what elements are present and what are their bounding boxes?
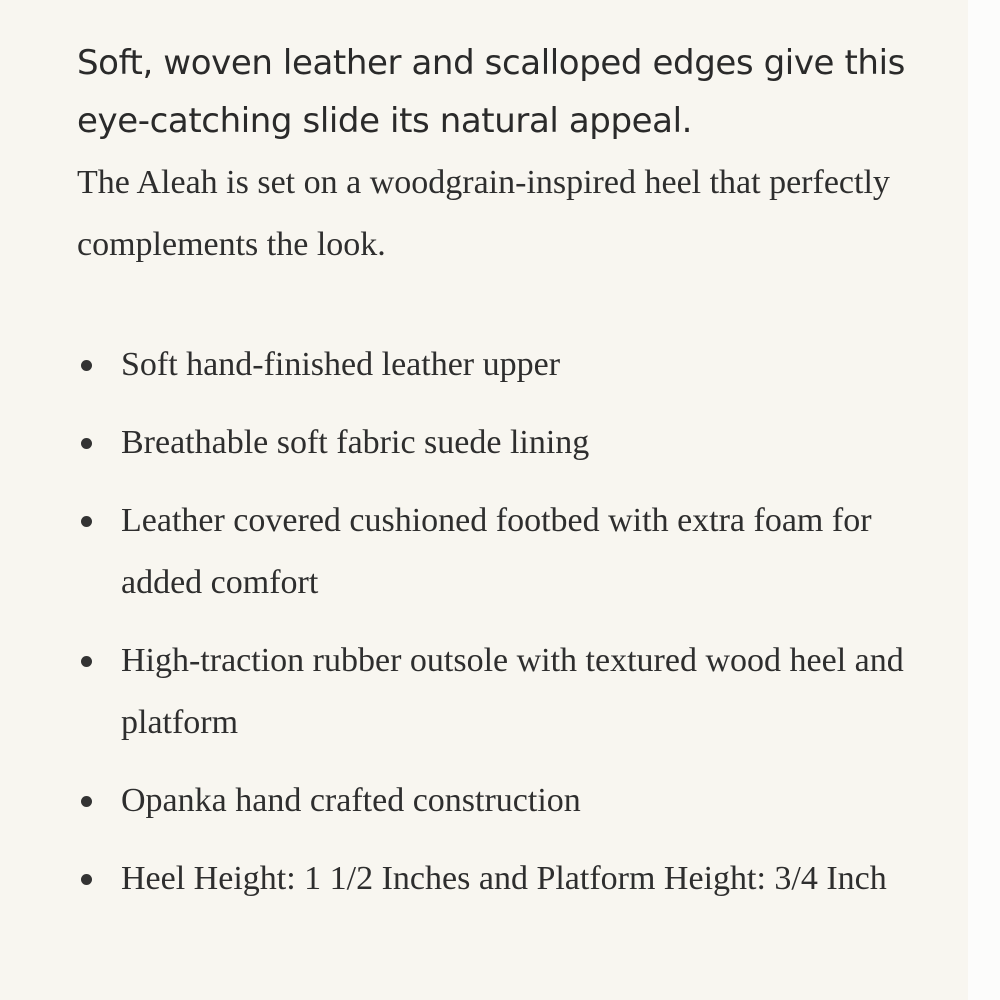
bullet-icon [81, 516, 92, 527]
product-description [77, 34, 957, 926]
feature-item [77, 334, 957, 396]
feature-item [77, 630, 957, 754]
page-edge [968, 0, 1000, 1000]
bullet-icon [81, 438, 92, 449]
feature-text: Soft hand-finished leather upper [121, 346, 561, 383]
feature-item [77, 490, 957, 614]
feature-list [77, 334, 957, 910]
bullet-icon [81, 360, 92, 371]
feature-text: Leather covered cushioned footbed with extra foam for added comfort [121, 502, 872, 601]
feature-text: Opanka hand crafted construction [121, 782, 581, 819]
feature-text: Breathable soft fabric suede lining [121, 424, 590, 461]
bullet-icon [81, 656, 92, 667]
feature-text: High-traction rubber outsole with textured wood heel and platform [121, 642, 904, 741]
bullet-icon [81, 874, 92, 885]
feature-item [77, 770, 957, 832]
feature-text: Heel Height: 1 1/2 Inches and Platform Height: 3/4 Inch [121, 860, 887, 897]
description-headline: Soft, woven leather and scalloped edges give this eye-catching slide its natural appeal. [77, 43, 905, 141]
feature-item [77, 412, 957, 474]
feature-item [77, 848, 957, 910]
description-intro: The Aleah is set on a woodgrain-inspired heel that perfectly complements the look. [77, 164, 890, 263]
bullet-icon [81, 796, 92, 807]
